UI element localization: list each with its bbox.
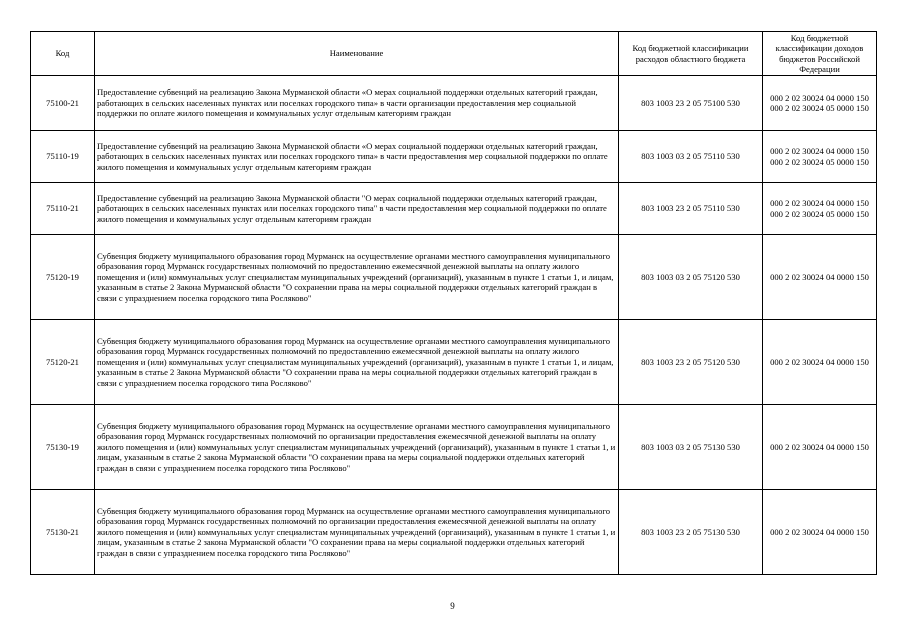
row-code: 75130-19 [31,405,95,490]
document-page [30,31,876,575]
budget-classification-table [30,31,877,575]
revenue-code: 000 2 02 30024 04 0000 150 [770,198,869,209]
header-name: Наименование [95,32,619,76]
table-row [31,320,877,405]
row-expense-code: 803 1003 03 2 05 75120 530 [619,235,763,320]
table-row [31,183,877,235]
revenue-code: 000 2 02 30024 04 0000 150 [770,146,869,157]
revenue-code: 000 2 02 30024 04 0000 150 [770,526,869,537]
header-revenue-code: Код бюджетной классификации доходов бюджетов Российской Федерации [763,32,877,76]
table-row [31,490,877,575]
revenue-code: 000 2 02 30024 04 0000 150 [770,356,869,367]
header-expense-code: Код бюджетной классификации расходов областного бюджета [619,32,763,76]
row-name: Субвенция бюджету муниципального образования город Мурманск на осуществление органами местного самоуправления муниципального образования город Мурманск государственных полномочий по предоставлению ежемесячной денежной выплаты на оплату жилого помещения и (или) коммунальных услуг специалистам муниципальных учреждений (организаций), указанным в пункте 1 статьи 1, и лицам, указанным в статье 2 Закона Мурманской области "О сохранении права на меры социальной поддержки отдельных категорий граждан в связи с упразднением поселка городского типа Росляково" [95,320,619,405]
table-header-row [31,32,877,76]
row-expense-code: 803 1003 23 2 05 75100 530 [619,76,763,131]
row-revenue-codes [763,76,877,131]
row-name: Предоставление субвенций на реализацию Закона Мурманской области "О мерах социальной поддержки отдельных категорий граждан, работающих в сельских населенных пунктах или поселках городского типа" в части предоставления мер социальной поддержки по оплате жилого помещения и коммунальных услуг отдельным категориям граждан [95,183,619,235]
revenue-code: 000 2 02 30024 05 0000 150 [770,208,869,219]
row-expense-code: 803 1003 23 2 05 75120 530 [619,320,763,405]
row-name: Субвенция бюджету муниципального образования город Мурманск на осуществление органами местного самоуправления муниципального образования город Мурманск государственных полномочий по предоставлению ежемесячной денежной выплаты на оплату жилого помещения и (или) коммунальных услуг специалистам муниципальных учреждений (организаций), указанным в пункте 1 статьи 1, и лицам, указанным в статье 2 Закона Мурманской области "О сохранении права на меры социальной поддержки отдельных категорий граждан в связи с упразднением поселка городского типа Росляково" [95,235,619,320]
page-number: 9 [450,601,455,611]
row-name: Субвенция бюджету муниципального образования город Мурманск на осуществление органами местного самоуправления муниципального образования город Мурманск государственных полномочий по организации предоставления ежемесячной денежной выплаты на оплату жилого помещения и (или) коммунальных услуг специалистам муниципальных учреждений (организаций), указанным в пункте 1 статьи 1, и лицам, указанным в статье 2 закона Мурманской области "О сохранении права на меры социальной поддержки отдельных категорий граждан в связи с упразднением поселка городского типа Росляково" [95,405,619,490]
revenue-code: 000 2 02 30024 04 0000 150 [770,441,869,452]
row-code: 75100-21 [31,76,95,131]
row-code: 75110-21 [31,183,95,235]
row-code: 75120-21 [31,320,95,405]
row-code: 75130-21 [31,490,95,575]
table-row [31,76,877,131]
row-name: Предоставление субвенций на реализацию Закона Мурманской области «О мерах социальной поддержки отдельных категорий граждан, работающих в сельских населенных пунктах или поселках городского типа» в части организации предоставления мер социальной поддержки по оплате жилого помещения и коммунальных услуг отдельным категориям граждан [95,76,619,131]
header-code: Код [31,32,95,76]
row-revenue-codes [763,183,877,235]
row-name: Субвенция бюджету муниципального образования город Мурманск на осуществление органами местного самоуправления муниципального образования город Мурманск государственных полномочий по организации предоставления ежемесячной денежной выплаты на оплату жилого помещения и (или) коммунальных услуг специалистам муниципальных учреждений (организаций), указанным в пункте 1 статьи 1, и лицам, указанным в статье 2 закона Мурманской области "О сохранении права на меры социальной поддержки отдельных категорий граждан в связи с упразднением поселка городского типа Росляково" [95,490,619,575]
row-revenue-codes [763,405,877,490]
row-code: 75120-19 [31,235,95,320]
revenue-code: 000 2 02 30024 04 0000 150 [770,92,869,103]
revenue-code: 000 2 02 30024 04 0000 150 [770,271,869,282]
row-name: Предоставление субвенций на реализацию Закона Мурманской области «О мерах социальной поддержки отдельных категорий граждан, работающих в сельских населенных пунктах или поселках городского типа» в части предоставления мер социальной поддержки по оплате жилого помещения и коммунальных услуг отдельным категориям граждан [95,131,619,183]
revenue-code: 000 2 02 30024 05 0000 150 [770,103,869,113]
revenue-code: 000 2 02 30024 05 0000 150 [770,156,869,167]
row-expense-code: 803 1003 23 2 05 75110 530 [619,183,763,235]
row-expense-code: 803 1003 03 2 05 75130 530 [619,405,763,490]
table-row [31,131,877,183]
row-expense-code: 803 1003 03 2 05 75110 530 [619,131,763,183]
row-expense-code: 803 1003 23 2 05 75130 530 [619,490,763,575]
row-revenue-codes [763,490,877,575]
row-code: 75110-19 [31,131,95,183]
row-revenue-codes [763,235,877,320]
table-row [31,405,877,490]
row-revenue-codes [763,131,877,183]
row-revenue-codes [763,320,877,405]
table-row [31,235,877,320]
